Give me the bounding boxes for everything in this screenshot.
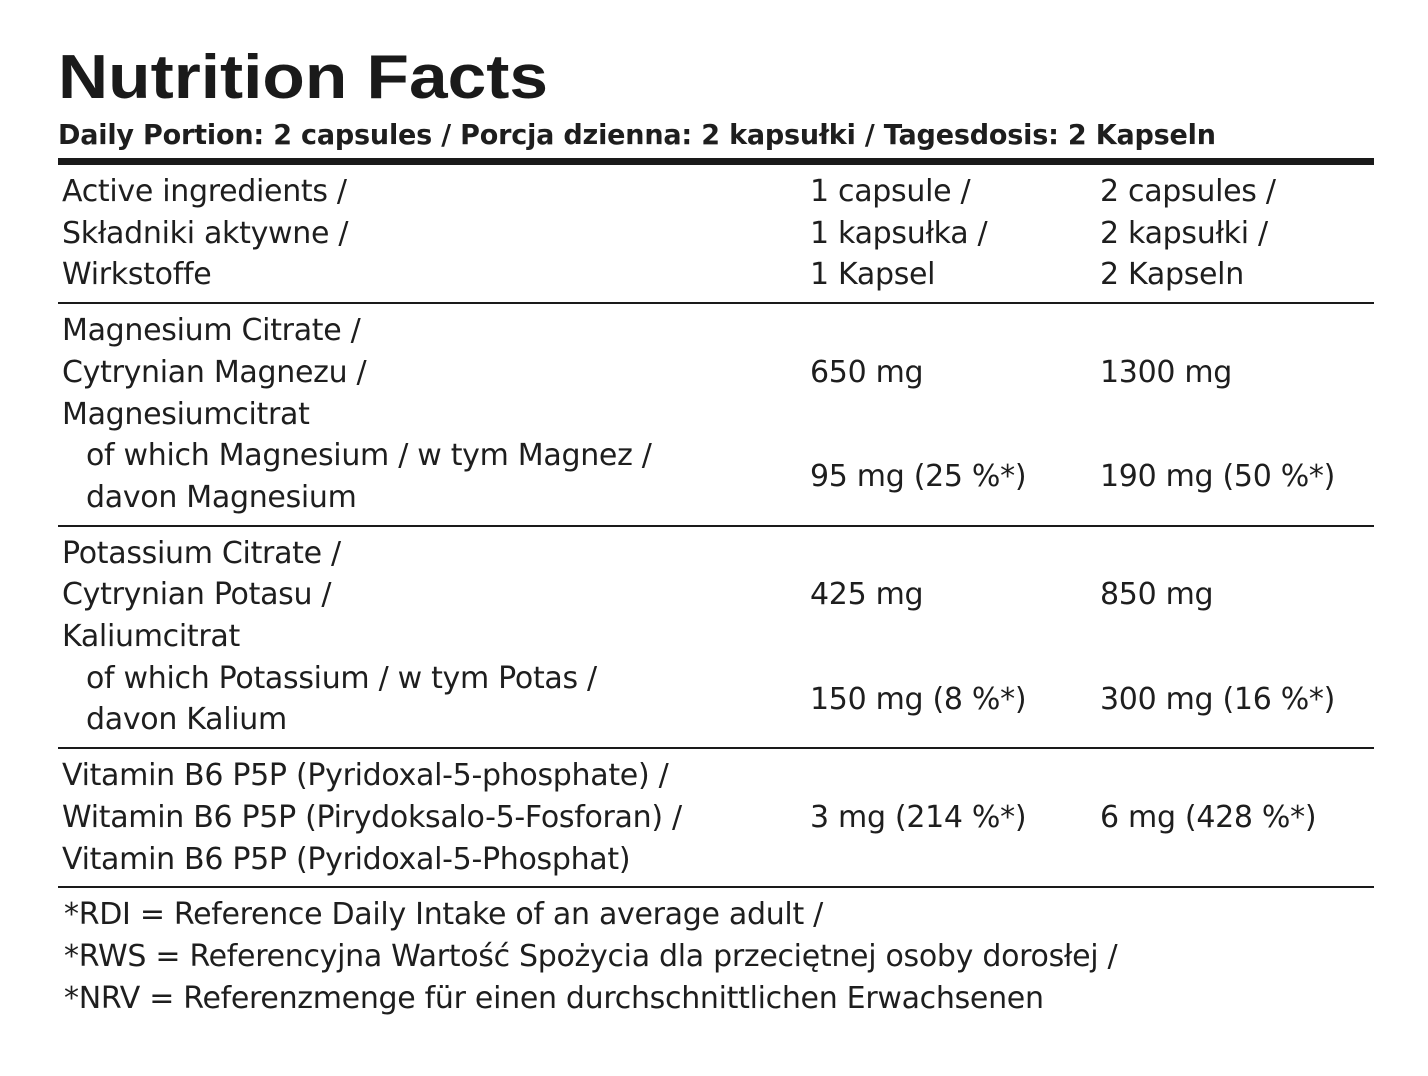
table-header-row: [58, 165, 1374, 304]
sub-ingredient-line: of which Potassium / w tym Potas /: [86, 660, 597, 696]
amount-value: 95 mg (25 %*): [810, 459, 1027, 495]
table-row-magnesium: [58, 304, 1374, 527]
ingredient-name-line: Vitamin B6 P5P (Pyridoxal-5-Phosphat): [62, 841, 631, 877]
ingredient-name-line: Witamin B6 P5P (Pirydoksalo-5-Fosforan) /: [62, 799, 682, 835]
sub-ingredient-line: davon Magnesium: [86, 479, 357, 515]
amount-value: 425 mg: [810, 577, 924, 613]
table-row-vitamin-b6: [58, 749, 1374, 888]
header-per-capsule-line: 1 kapsułka /: [810, 215, 988, 251]
amount-value: 300 mg (16 %*): [1100, 681, 1336, 717]
sub-amount-per-capsule: [810, 435, 1100, 518]
potassium-citrate-block: [58, 533, 1374, 658]
vitamin-b6-block: [58, 755, 1374, 880]
footnote-rws: *RWS = Referencyjna Wartość Spożycia dla przeciętnej osoby dorosłej /: [64, 939, 1118, 975]
header-per-portion-line: 2 capsules /: [1100, 174, 1276, 209]
header-ingredients-line: Składniki aktywne /: [62, 215, 349, 251]
nutrition-facts-label: [58, 44, 1376, 1020]
sub-ingredient-name: [58, 435, 810, 518]
magnesium-citrate-block: [58, 310, 1374, 435]
footnotes: [58, 888, 1376, 1020]
header-per-capsule: [810, 171, 1100, 296]
header-ingredients-line: Active ingredients /: [62, 174, 347, 209]
amount-per-portion: [1100, 310, 1374, 435]
sub-ingredient-line: davon Kalium: [86, 702, 287, 738]
footnote-rdi: *RDI = Reference Daily Intake of an average adult /: [64, 897, 823, 933]
footnote-nrv: *NRV = Referenzmenge für einen durchschnittlichen Erwachsenen: [64, 981, 1044, 1017]
ingredient-name-line: Vitamin B6 P5P (Pyridoxal-5-phosphate) /: [62, 758, 669, 794]
header-ingredients-line: Wirkstoffe: [62, 257, 212, 293]
table-row-potassium: [58, 527, 1374, 750]
amount-value: 1300 mg: [1100, 354, 1233, 390]
header-per-capsule-line: 1 Kapsel: [810, 257, 936, 293]
amount-per-capsule: [810, 533, 1100, 658]
amount-value: 6 mg (428 %*): [1100, 799, 1317, 835]
amount-per-portion: [1100, 755, 1374, 880]
thick-divider: [58, 158, 1374, 165]
header-per-portion-line: 2 Kapseln: [1100, 257, 1244, 293]
header-per-portion: [1100, 171, 1374, 296]
sub-ingredient-line: of which Magnesium / w tym Magnez /: [86, 438, 652, 474]
ingredient-name: [58, 755, 810, 880]
amount-per-capsule: [810, 755, 1100, 880]
sub-amount-per-capsule: [810, 658, 1100, 741]
ingredient-name-line: Magnesium Citrate /: [62, 313, 361, 349]
header-per-capsule-line: 1 capsule /: [810, 174, 971, 209]
daily-portion: Daily Portion: 2 capsules / Porcja dzienna: 2 kapsułki / Tagesdosis: 2 Kapseln: [58, 118, 1216, 151]
amount-value: 150 mg (8 %*): [810, 681, 1027, 717]
amount-per-capsule: [810, 310, 1100, 435]
amount-value: 850 mg: [1100, 577, 1214, 613]
ingredient-name-line: Potassium Citrate /: [62, 535, 341, 571]
ingredient-name: [58, 533, 810, 658]
sub-ingredient-name: [58, 658, 810, 741]
sub-amount-per-portion: [1100, 658, 1374, 741]
amount-value: 190 mg (50 %*): [1100, 459, 1336, 495]
header-per-portion-line: 2 kapsułki /: [1100, 215, 1268, 251]
amount-value: 3 mg (214 %*): [810, 799, 1027, 835]
header-ingredients: [58, 171, 810, 296]
ingredient-name-line: Cytrynian Potasu /: [62, 577, 332, 613]
page-title: Nutrition Facts: [58, 43, 548, 112]
amount-per-portion: [1100, 533, 1374, 658]
amount-value: 650 mg: [810, 354, 924, 390]
ingredient-name: [58, 310, 810, 435]
ingredient-name-line: Magnesiumcitrat: [62, 396, 310, 432]
potassium-sub-block: [58, 658, 1374, 741]
magnesium-sub-block: [58, 435, 1374, 518]
ingredient-name-line: Cytrynian Magnezu /: [62, 354, 367, 390]
sub-amount-per-portion: [1100, 435, 1374, 518]
ingredient-name-line: Kaliumcitrat: [62, 619, 240, 655]
